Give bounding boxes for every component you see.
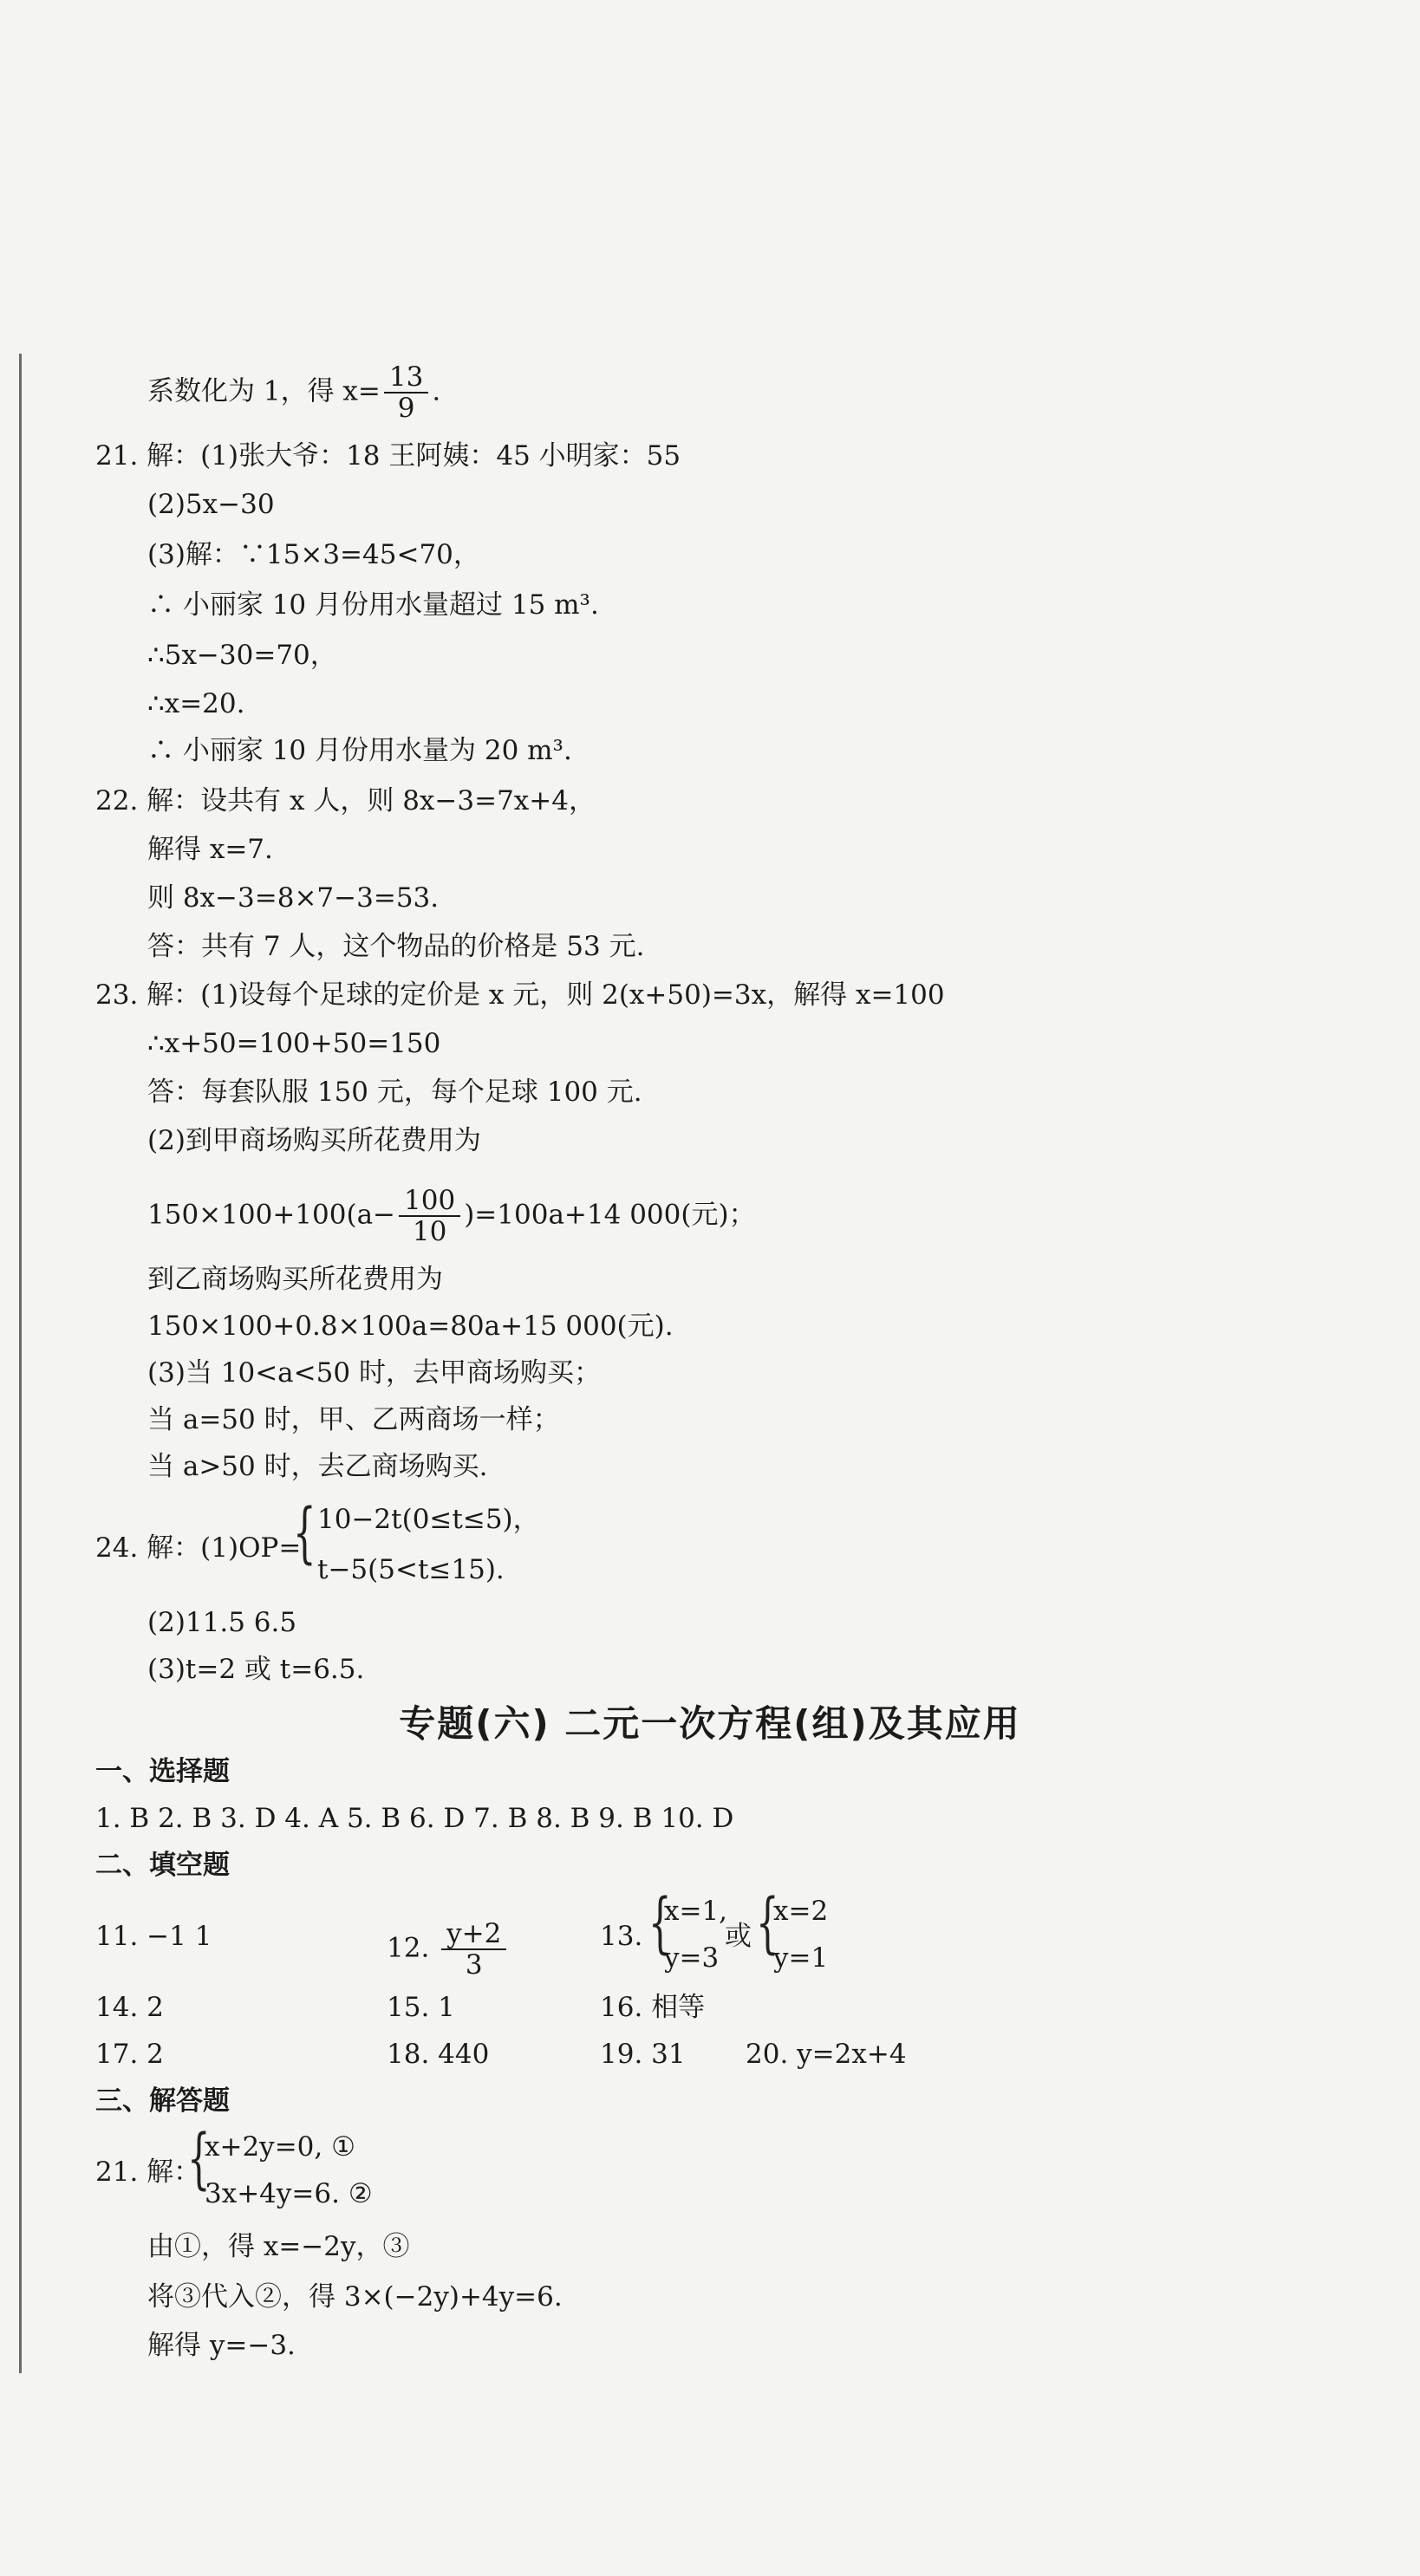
fraction-100-10	[399, 1186, 460, 1246]
heading-solve: 三、解答题	[95, 2085, 230, 2117]
coef-line: 系数化为 1，得 x= $\frac{13}{9}$ .	[147, 361, 441, 424]
fill-18: 18. 440	[387, 2039, 490, 2070]
fill-13-sys1-r1: x=1,	[664, 1896, 728, 1927]
q23-line-10: 当 a>50 时，去乙商场购买.	[147, 1451, 488, 1482]
q23-line-4: (2)到甲商场购买所花费用为	[147, 1125, 481, 1156]
fill-15: 15. 1	[387, 1992, 455, 2023]
q21-line-1: 21. 解：(1)张大爷：18 王阿姨：45 小明家：55	[95, 440, 681, 472]
fill-13-sys2-r1: x=2	[773, 1896, 829, 1927]
q24-lead: 24. 解：(1)OP=	[95, 1532, 302, 1564]
solve-21-line-3: 将③代入②，得 3×(−2y)+4y=6.	[147, 2281, 563, 2313]
solve-21-eq1: x+2y=0, ①	[205, 2131, 355, 2163]
q23-line-1: 23. 解：(1)设每个足球的定价是 x 元，则 2(x+50)=3x，解得 x=100	[95, 979, 945, 1011]
q22-line-3: 则 8x−3=8×7−3=53.	[147, 882, 440, 914]
heading-fill: 二、填空题	[95, 1850, 230, 1881]
left-brace: {	[648, 1883, 672, 1961]
fraction-y-plus-2-over-3	[441, 1919, 506, 1980]
q23-line-9: 当 a=50 时，甲、乙两商场一样；	[147, 1404, 560, 1435]
q23-line-6: 到乙商场购买所花费用为	[147, 1264, 443, 1295]
solve-21-lead: 21. 解：	[95, 2156, 201, 2188]
fraction-numerator: y+2	[441, 1919, 506, 1950]
coef-text: 系数化为 1，得 x=	[147, 375, 381, 407]
fill-16: 16. 相等	[600, 1992, 706, 2023]
q22-line-1: 22. 解：设共有 x 人，则 8x−3=7x+4，	[95, 785, 596, 816]
q23-line-5	[147, 1186, 756, 1246]
q21-line-5: ∴5x−30=70，	[147, 640, 337, 671]
fraction-denominator: 3	[465, 1949, 483, 1981]
left-brace: {	[756, 1883, 779, 1961]
q23-cost-prefix: 150×100+100	[147, 1199, 347, 1231]
fill-20: 20. y=2x+4	[746, 2039, 907, 2070]
q23-cost-paren: (a−	[346, 1199, 396, 1231]
solve-21-eq2: 3x+4y=6. ②	[205, 2178, 373, 2209]
q21-line-6: ∴x=20.	[147, 688, 245, 719]
fill-13-sys1-r2: y=3	[664, 1942, 720, 1974]
fraction-denominator: 10	[412, 1216, 447, 1247]
q24-line-3: (3)t=2 或 t=6.5.	[147, 1654, 365, 1685]
fill-12	[387, 1919, 510, 1980]
left-margin-rule	[19, 354, 22, 2373]
q22-line-4: 答：共有 7 人，这个物品的价格是 53 元.	[147, 931, 645, 962]
fraction-numerator: 13	[384, 362, 428, 394]
q23-line-2: ∴x+50=100+50=150	[147, 1028, 441, 1059]
fraction-numerator: 100	[399, 1186, 460, 1217]
fill-14: 14. 2	[95, 1992, 164, 2023]
fill-12-label: 12.	[387, 1932, 430, 1964]
q24-line-2: (2)11.5 6.5	[147, 1607, 297, 1638]
fraction-denominator: 9	[397, 393, 415, 424]
fill-13-label: 13.	[600, 1921, 643, 1952]
left-brace: {	[293, 1493, 316, 1571]
q23-cost-suffix: )=100a+14 000(元)；	[464, 1199, 756, 1231]
fraction-13-9	[384, 362, 428, 423]
fill-13-sys2-r2: y=1	[773, 1942, 829, 1974]
q23-line-8: (3)当 10<a<50 时，去甲商场购买；	[147, 1357, 601, 1389]
fill-11: 11. −1 1	[95, 1921, 212, 1952]
q21-line-4: ∴ 小丽家 10 月份用水量超过 15 m³.	[147, 589, 599, 621]
fill-17: 17. 2	[95, 2039, 164, 2070]
q21-line-3: (3)解：∵15×3=45<70，	[147, 539, 480, 570]
fill-19: 19. 31	[600, 2039, 686, 2070]
q24-case-1: 10−2t(0≤t≤5)，	[317, 1504, 540, 1535]
section-title: 专题(六) 二元一次方程(组)及其应用	[399, 1702, 1021, 1745]
q22-line-2: 解得 x=7.	[147, 834, 273, 865]
left-brace: {	[187, 2119, 211, 2196]
q21-line-7: ∴ 小丽家 10 月份用水量为 20 m³.	[147, 735, 572, 766]
q24-case-2: t−5(5<t≤15).	[317, 1554, 505, 1585]
solve-21-line-4: 解得 y=−3.	[147, 2330, 296, 2361]
fill-13-or: 或	[725, 1921, 752, 1952]
choice-answers: 1. B 2. B 3. D 4. A 5. B 6. D 7. B 8. B 9. B 10. D	[95, 1803, 734, 1834]
q23-line-3: 答：每套队服 150 元，每个足球 100 元.	[147, 1077, 642, 1108]
q21-line-2: (2)5x−30	[147, 489, 275, 520]
heading-choice: 一、选择题	[95, 1756, 230, 1787]
solve-21-line-2: 由①，得 x=−2y，③	[147, 2231, 410, 2262]
q23-line-7: 150×100+0.8×100a=80a+15 000(元).	[147, 1311, 674, 1342]
